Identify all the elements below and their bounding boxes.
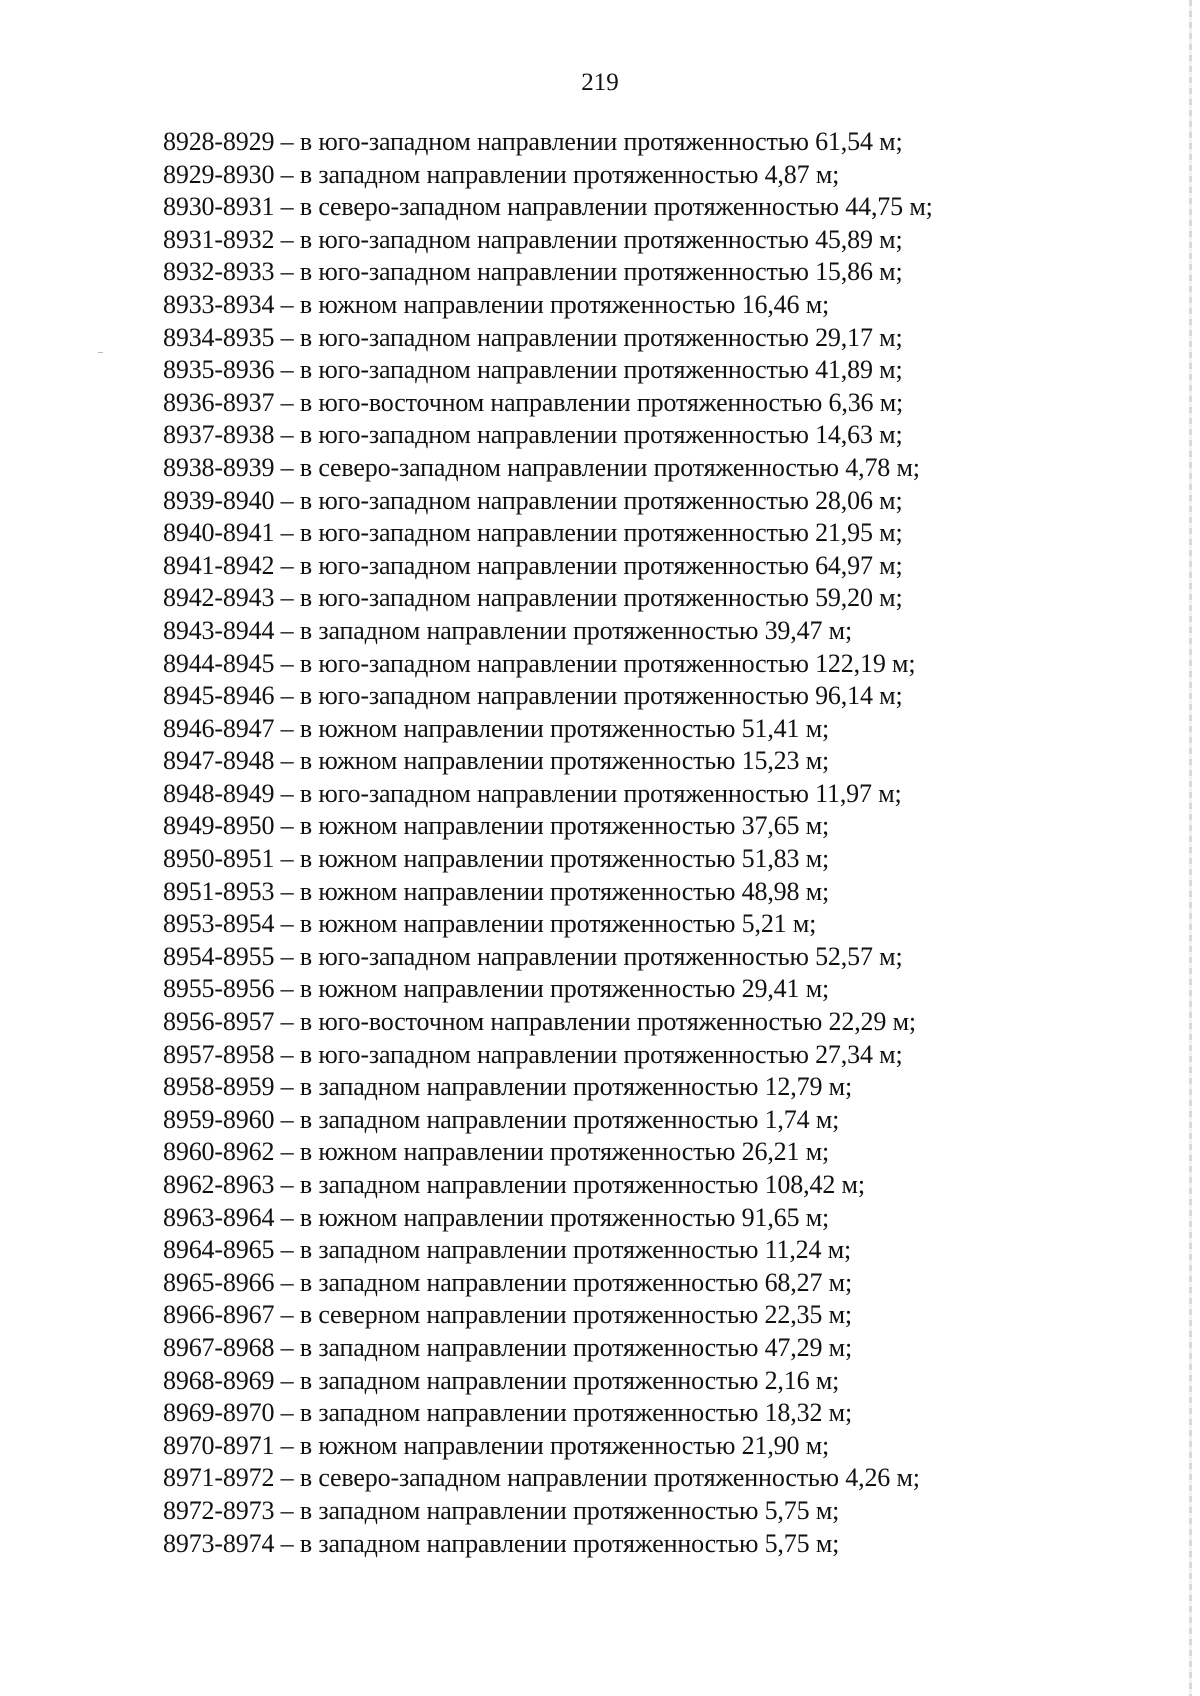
segment-line: 8951-8953 – в южном направлении протяженностью 48,98 м;	[163, 876, 830, 906]
segment-line: 8940-8941 – в юго-западном направлении протяженностью 21,95 м;	[163, 518, 903, 548]
segment-line: 8969-8970 – в западном направлении протяженностью 18,32 м;	[163, 1398, 853, 1428]
segment-line: 8948-8949 – в юго-западном направлении протяженностью 11,97 м;	[163, 778, 902, 808]
segment-line: 8930-8931 – в северо-западном направлении протяженностью 44,75 м;	[163, 192, 933, 222]
segment-line: 8965-8966 – в западном направлении протяженностью 68,27 м;	[163, 1267, 853, 1297]
scan-edge	[1189, 0, 1192, 1696]
segment-line: 8962-8963 – в западном направлении протяженностью 108,42 м;	[163, 1170, 865, 1199]
segment-line: 8972-8973 – в западном направлении протяженностью 5,75 м;	[163, 1495, 840, 1525]
segment-line: 8937-8938 – в юго-западном направлении протяженностью 14,63 м;	[163, 420, 903, 450]
segment-line: 8971-8972 – в северо-западном направлении протяженностью 4,26 м;	[163, 1463, 920, 1493]
segment-line: 8956-8957 – в юго-восточном направлении протяженностью 22,29 м;	[163, 1007, 916, 1037]
segment-line: 8960-8962 – в южном направлении протяженностью 26,21 м;	[163, 1137, 830, 1167]
segment-line: 8934-8935 – в юго-западном направлении протяженностью 29,17 м;	[163, 322, 903, 352]
segment-line: 8938-8939 – в северо-западном направлении протяженностью 4,78 м;	[163, 452, 920, 482]
segment-line: 8932-8933 – в юго-западном направлении протяженностью 15,86 м;	[163, 257, 903, 287]
segment-line: 8941-8942 – в юго-западном направлении протяженностью 64,97 м;	[163, 550, 903, 580]
segment-line: 8936-8937 – в юго-восточном направлении протяженностью 6,36 м;	[163, 387, 904, 417]
segment-line: 8973-8974 – в западном направлении протяженностью 5,75 м;	[163, 1528, 840, 1558]
segment-line: 8933-8934 – в южном направлении протяженностью 16,46 м;	[163, 289, 830, 319]
segment-line: 8967-8968 – в западном направлении протяженностью 47,29 м;	[163, 1332, 853, 1362]
segment-line: 8928-8929 – в юго-западном направлении протяженностью 61,54 м;	[163, 127, 903, 156]
segment-line: 8935-8936 – в юго-западном направлении протяженностью 41,89 м;	[163, 355, 903, 385]
segment-line: 8966-8967 – в северном направлении протяженностью 22,35 м;	[163, 1300, 852, 1330]
segment-list	[163, 126, 1043, 1560]
segment-line: 8959-8960 – в западном направлении протяженностью 1,74 м;	[163, 1104, 840, 1134]
segment-line: 8931-8932 – в юго-западном направлении протяженностью 45,89 м;	[163, 224, 903, 254]
segment-line: 8944-8945 – в юго-западном направлении протяженностью 122,19 м;	[163, 648, 916, 678]
segment-line: 8946-8947 – в южном направлении протяженностью 51,41 м;	[163, 713, 830, 743]
segment-line: 8945-8946 – в юго-западном направлении протяженностью 96,14 м;	[163, 681, 903, 711]
segment-line: 8957-8958 – в юго-западном направлении протяженностью 27,34 м;	[163, 1039, 903, 1069]
segment-line: 8968-8969 – в западном направлении протяженностью 2,16 м;	[163, 1365, 840, 1395]
segment-line: 8950-8951 – в южном направлении протяженностью 51,83 м;	[163, 844, 830, 874]
segment-line: 8963-8964 – в южном направлении протяженностью 91,65 м;	[163, 1202, 830, 1232]
segment-line: 8943-8944 – в западном направлении протяженностью 39,47 м;	[163, 615, 853, 645]
segment-line: 8942-8943 – в юго-западном направлении протяженностью 59,20 м;	[163, 583, 903, 613]
segment-line: 8958-8959 – в западном направлении протяженностью 12,79 м;	[163, 1072, 853, 1102]
segment-line: 8970-8971 – в южном направлении протяженностью 21,90 м;	[163, 1430, 830, 1460]
segment-line: 8949-8950 – в южном направлении протяженностью 37,65 м;	[163, 811, 830, 841]
segment-line: 8955-8956 – в южном направлении протяженностью 29,41 м;	[163, 974, 830, 1004]
segment-line: 8939-8940 – в юго-западном направлении протяженностью 28,06 м;	[163, 485, 903, 515]
segment-line: 8929-8930 – в западном направлении протяженностью 4,87 м;	[163, 159, 840, 189]
page-number: 219	[581, 69, 619, 96]
segment-line: 8953-8954 – в южном направлении протяженностью 5,21 м;	[163, 909, 817, 939]
segment-line: 8947-8948 – в южном направлении протяженностью 15,23 м;	[163, 746, 830, 776]
segment-line: 8964-8965 – в западном направлении протяженностью 11,24 м;	[163, 1235, 852, 1265]
segment-line: 8954-8955 – в юго-западном направлении протяженностью 52,57 м;	[163, 941, 903, 971]
margin-mark	[98, 352, 103, 353]
